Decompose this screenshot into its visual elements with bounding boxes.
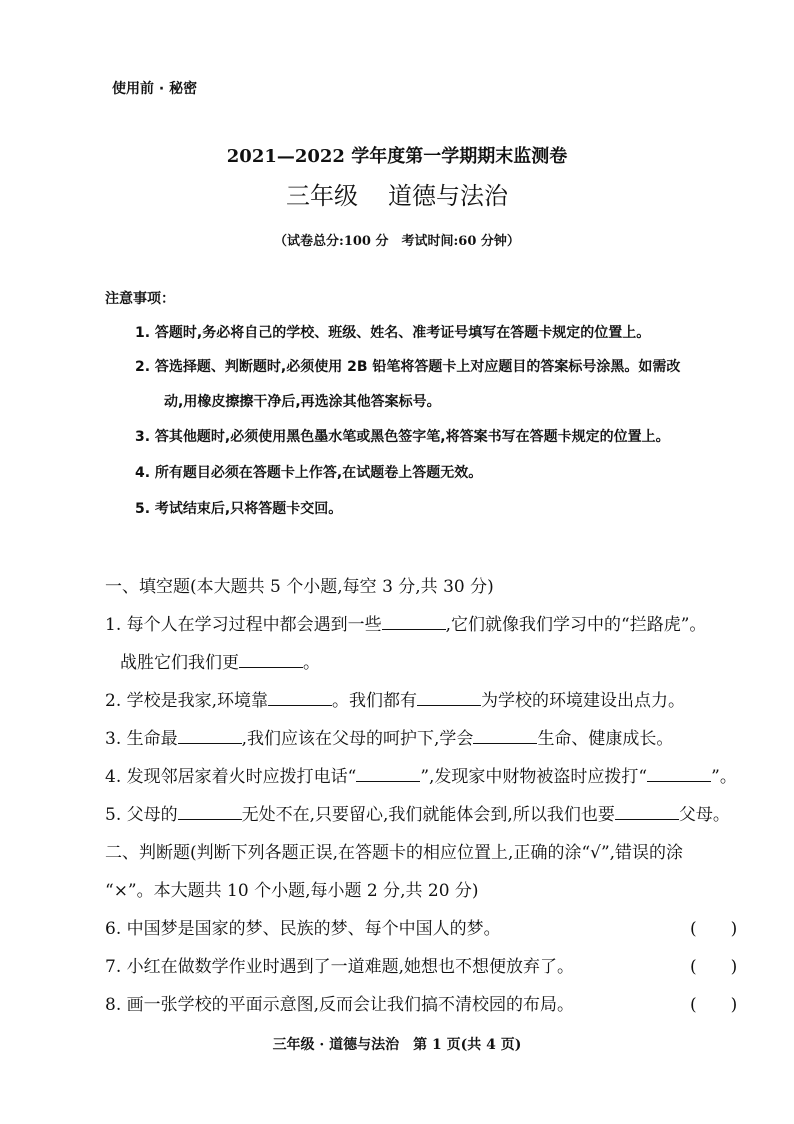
answer-blank bbox=[473, 729, 537, 744]
subject-label: 道德与法治 bbox=[388, 182, 508, 210]
question-3: 3. 生命最 ,我们应该在父母的呵护下,学会 生命、健康成长。 bbox=[105, 729, 674, 749]
answer-blank bbox=[647, 767, 711, 782]
note-item-continued: 动,用橡皮擦擦干净后,再选涂其他答案标号。 bbox=[164, 394, 441, 410]
answer-blank bbox=[268, 691, 332, 706]
answer-blank bbox=[239, 653, 303, 668]
answer-parentheses: ( ) bbox=[690, 957, 738, 977]
page-footer: 三年级 · 道德与法治 第 1 页(共 4 页) bbox=[272, 1037, 522, 1053]
question-2: 2. 学校是我家,环境靠 。我们都有 为学校的环境建设出点力。 bbox=[105, 691, 686, 711]
question-5: 5. 父母的 无处不在,只要留心,我们就能体会到,所以我们也要 父母。 bbox=[105, 805, 730, 825]
answer-blank bbox=[178, 805, 242, 820]
note-item: 4. 所有题目必须在答题卡上作答,在试题卷上答题无效。 bbox=[135, 465, 483, 481]
exam-info: （试卷总分:100 分 考试时间:60 分钟） bbox=[274, 234, 520, 249]
answer-parentheses: ( ) bbox=[690, 919, 738, 939]
secret-label: 使用前 · 秘密 bbox=[112, 81, 198, 97]
notes-heading: 注意事项： bbox=[105, 291, 175, 307]
note-item: 2. 答选择题、判断题时,必须使用 2B 铅笔将答题卡上对应题目的答案标号涂黑。如需改 bbox=[135, 359, 681, 375]
section-2-heading: 二、判断题(判断下列各题正误,在答题卡的相应位置上,正确的涂“√”,错误的涂 bbox=[105, 843, 684, 863]
answer-blank bbox=[178, 729, 242, 744]
answer-blank bbox=[356, 767, 420, 782]
exam-subtitle bbox=[0, 176, 794, 211]
answer-blank bbox=[615, 805, 679, 820]
question-8: 8. 画一张学校的平面示意图,反而会让我们搞不清校园的布局。 bbox=[105, 995, 575, 1015]
question-1: 1. 每个人在学习过程中都会遇到一些 ,它们就像我们学习中的“拦路虎”。 bbox=[105, 615, 707, 635]
section-2-heading-continued: “×”。本大题共 10 个小题,每小题 2 分,共 20 分) bbox=[105, 881, 479, 901]
note-item: 5. 考试结束后,只将答题卡交回。 bbox=[135, 501, 343, 517]
grade-label: 三年级 bbox=[286, 182, 358, 210]
question-1-continued: 战胜它们我们更 。 bbox=[120, 653, 320, 673]
question-6: 6. 中国梦是国家的梦、民族的梦、每个中国人的梦。 bbox=[105, 919, 501, 939]
question-4: 4. 发现邻居家着火时应拨打电话“ ”,发现家中财物被盗时应拨打“ ”。 bbox=[105, 767, 737, 787]
section-1-heading: 一、填空题(本大题共 5 个小题,每空 3 分,共 30 分) bbox=[105, 577, 494, 597]
answer-blank bbox=[417, 691, 481, 706]
exam-title: 2021—2022 学年度第一学期期末监测卷 bbox=[226, 146, 568, 167]
note-item: 3. 答其他题时,必须使用黑色墨水笔或黑色签字笔,将答案书写在答题卡规定的位置上。 bbox=[135, 429, 670, 445]
answer-parentheses: ( ) bbox=[690, 995, 738, 1015]
note-item: 1. 答题时,务必将自己的学校、班级、姓名、准考证号填写在答题卡规定的位置上。 bbox=[135, 325, 651, 341]
question-7: 7. 小红在做数学作业时遇到了一道难题,她想也不想便放弃了。 bbox=[105, 957, 575, 977]
answer-blank bbox=[382, 615, 446, 630]
